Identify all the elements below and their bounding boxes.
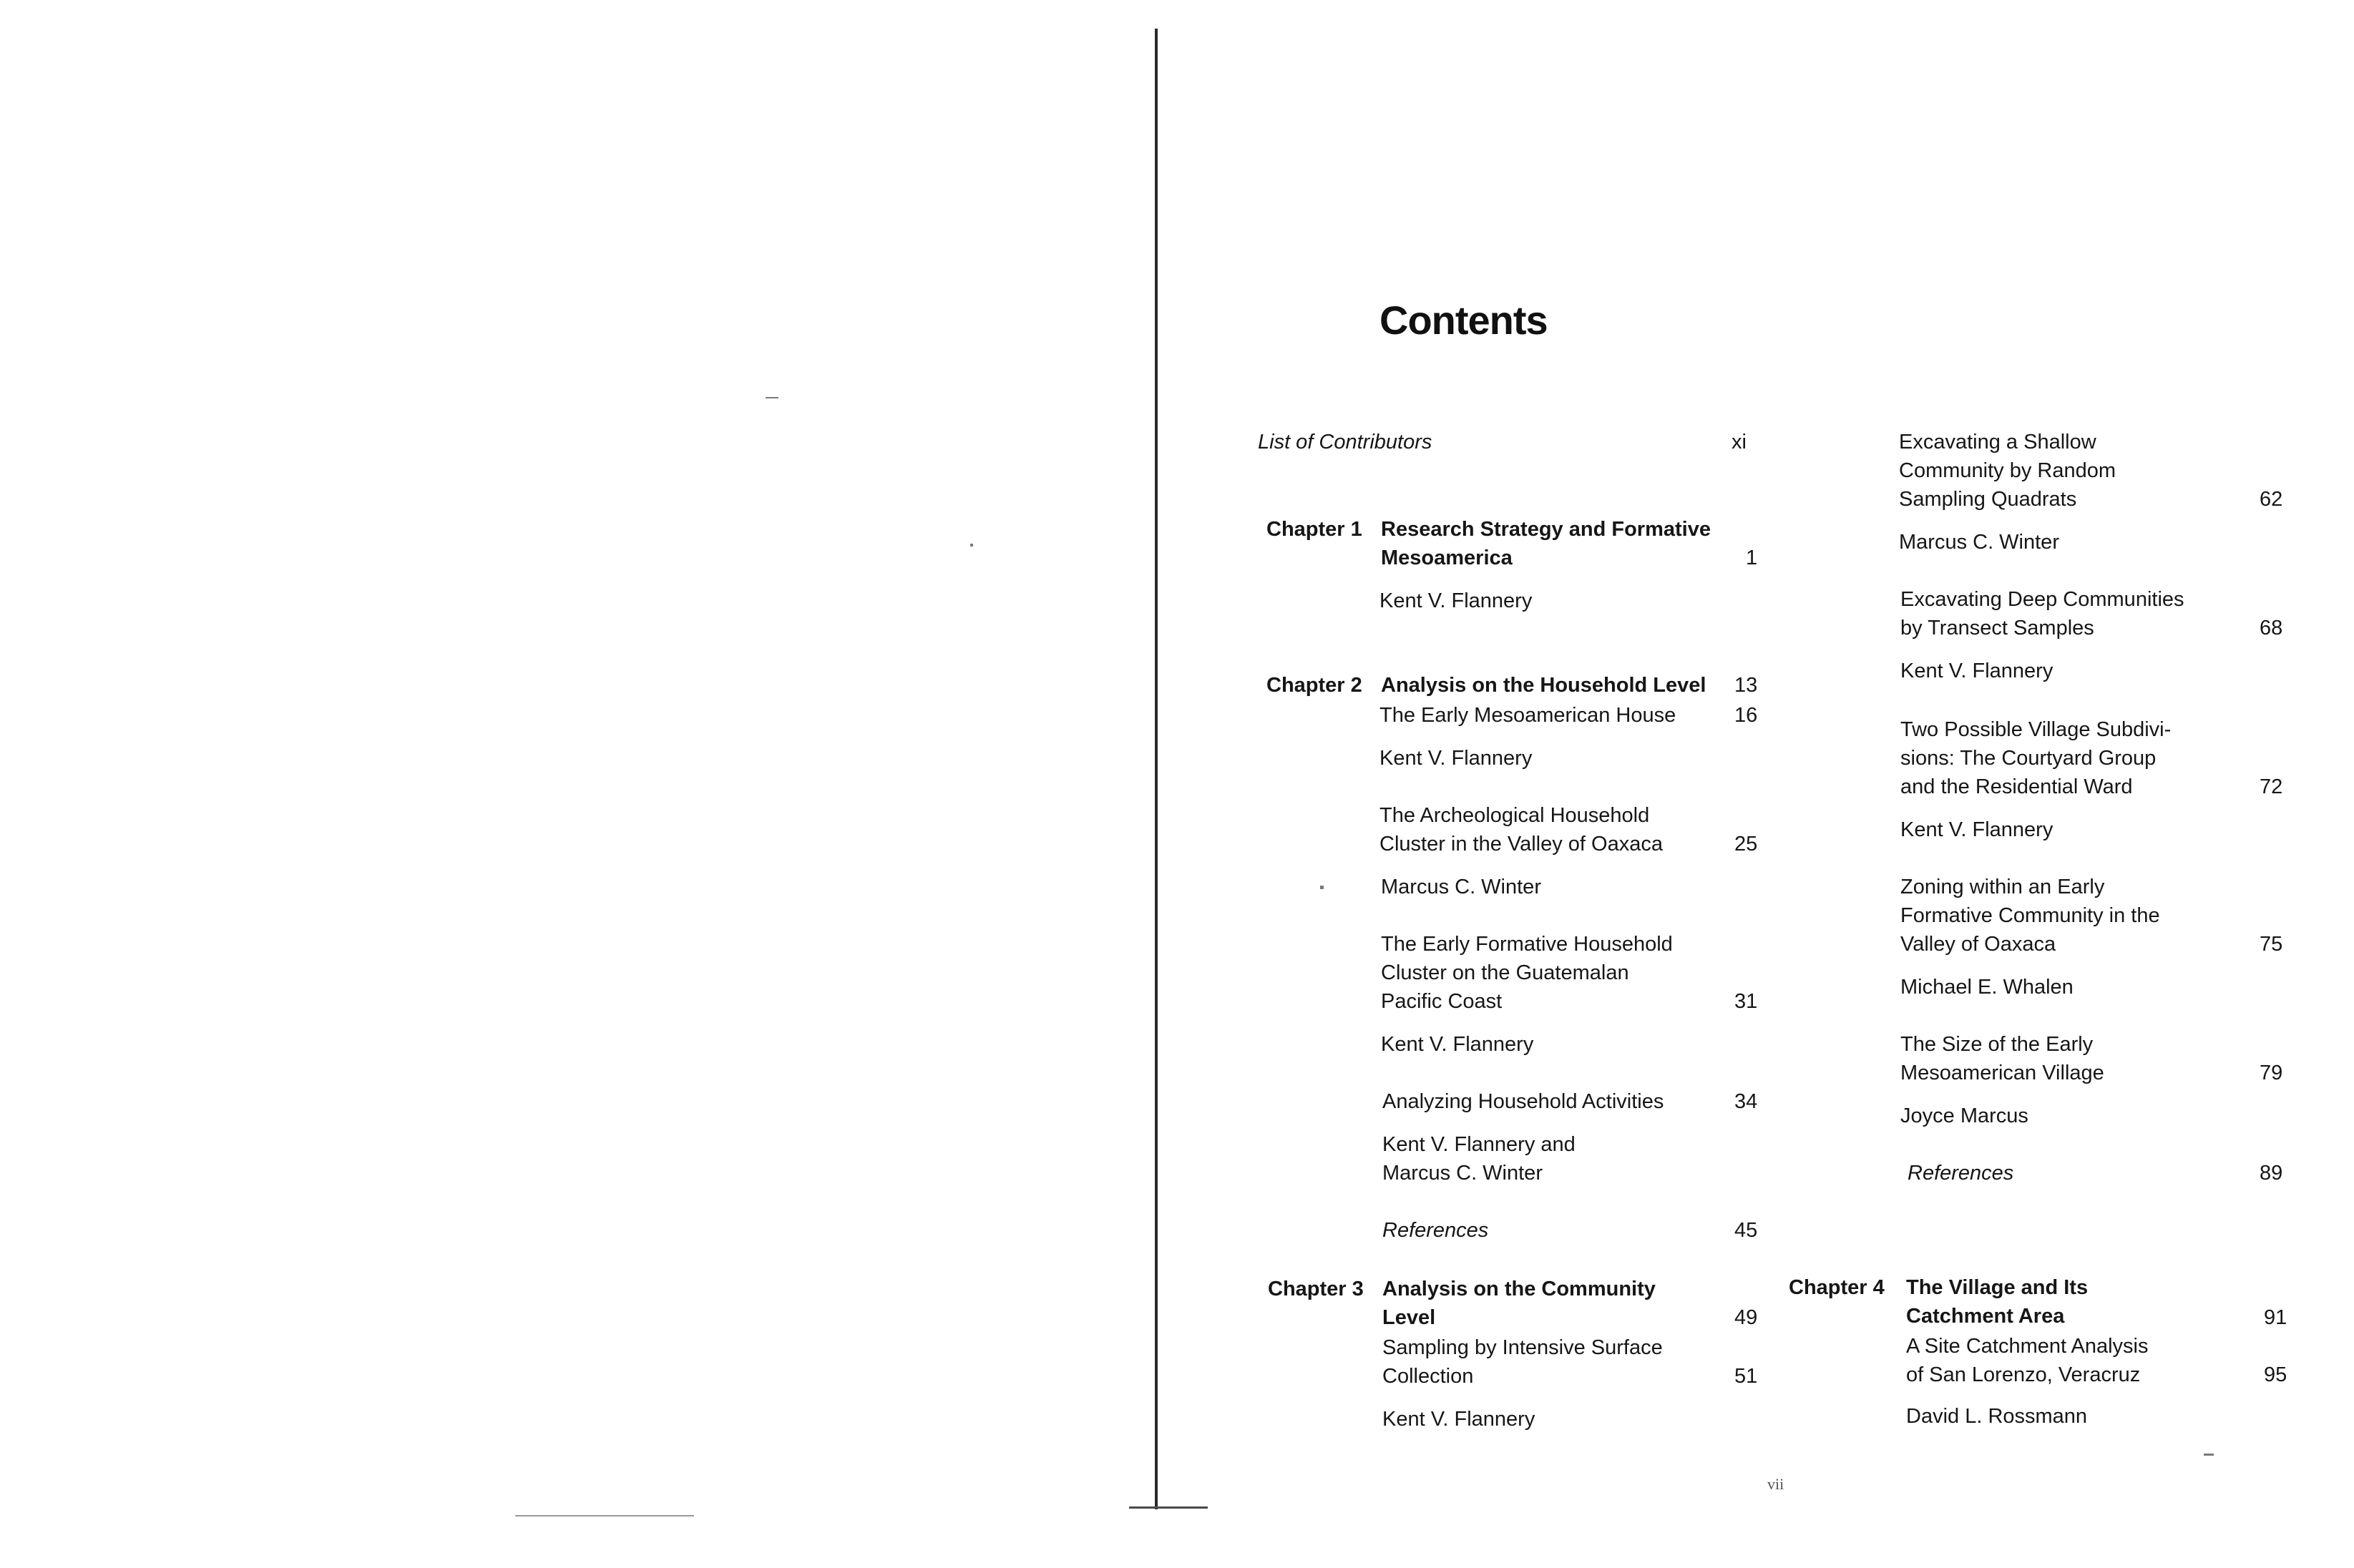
section-author: Marcus C. Winter (1382, 1162, 1543, 1185)
section-author: David L. Rossmann (1906, 1405, 2088, 1428)
section-title-line: The Archeological Household (1379, 804, 1650, 827)
section-page: 16 (1734, 704, 1758, 727)
list-of-contributors-label: List of Contributors (1258, 431, 1432, 454)
list-of-contributors-page: xi (1732, 431, 1747, 454)
section-title-line: Analyzing Household Activities (1382, 1090, 1664, 1113)
section-author: Kent V. Flannery (1379, 747, 1533, 770)
section-title-line: Sampling Quadrats (1899, 488, 2077, 511)
section-title-line: Collection (1382, 1365, 1474, 1388)
chapter-2-references-label: References (1382, 1219, 1489, 1242)
chapter-2-label: Chapter 2 (1266, 674, 1362, 697)
section-title-line: Pacific Coast (1381, 990, 1503, 1013)
section-title-line: sions: The Courtyard Group (1900, 747, 2157, 770)
chapter-3-references-label: References (1908, 1162, 2014, 1185)
section-title-line: Formative Community in the (1900, 904, 2160, 927)
section-title-line: Community by Random (1899, 459, 2116, 482)
section-author: Marcus C. Winter (1899, 531, 2059, 554)
chapter-4-page: 91 (2264, 1306, 2287, 1329)
section-title-line: The Early Mesoamerican House (1379, 704, 1676, 727)
section-author: Kent V. Flannery and (1382, 1133, 1576, 1156)
scan-speck (2204, 1454, 2214, 1456)
chapter-3-title-line: Analysis on the Community (1382, 1278, 1656, 1300)
book-spine-foot (1129, 1506, 1208, 1509)
section-page: 31 (1734, 990, 1758, 1013)
section-title-line: A Site Catchment Analysis (1906, 1335, 2149, 1358)
section-page: 68 (2260, 617, 2283, 640)
section-title-line: Cluster in the Valley of Oaxaca (1379, 833, 1663, 856)
scan-speck (1320, 886, 1324, 889)
section-page: 72 (2260, 775, 2283, 798)
section-title-line: The Size of the Early (1900, 1033, 2094, 1056)
page-title: Contents (1379, 298, 1548, 343)
chapter-1-title-line: Research Strategy and Formative (1381, 518, 1711, 541)
chapter-2-title-line: Analysis on the Household Level (1381, 674, 1706, 697)
chapter-3-references-page: 89 (2260, 1162, 2283, 1185)
chapter-1-label: Chapter 1 (1266, 518, 1362, 541)
chapter-4-label: Chapter 4 (1789, 1276, 1885, 1299)
chapter-4-title-line: Catchment Area (1906, 1305, 2065, 1328)
section-title-line: Cluster on the Guatemalan (1381, 961, 1629, 984)
section-author: Joyce Marcus (1900, 1104, 2028, 1127)
section-title-line: Valley of Oaxaca (1900, 933, 2056, 956)
book-spine-line (1155, 29, 1158, 1509)
scan-speck (766, 397, 778, 398)
section-page: 62 (2260, 488, 2283, 511)
section-title-line: Excavating a Shallow (1899, 431, 2096, 454)
section-author: Kent V. Flannery (1900, 818, 2053, 841)
section-page: 34 (1734, 1090, 1758, 1113)
chapter-3-label: Chapter 3 (1268, 1278, 1364, 1300)
section-title-line: by Transect Samples (1900, 617, 2094, 640)
section-author: Kent V. Flannery (1381, 1033, 1534, 1056)
section-author: Marcus C. Winter (1381, 876, 1541, 898)
chapter-3-title-line: Level (1382, 1306, 1436, 1329)
scan-speck (970, 544, 973, 547)
chapter-1-title-line: Mesoamerica (1381, 547, 1513, 569)
section-title-line: of San Lorenzo, Veracruz (1906, 1363, 2141, 1386)
scan-smudge (515, 1515, 694, 1516)
chapter-1-page: 1 (1746, 547, 1758, 569)
section-title-line: Excavating Deep Communities (1900, 588, 2184, 611)
page-folio: vii (1767, 1475, 1784, 1493)
section-title-line: The Early Formative Household (1381, 933, 1673, 956)
section-title-line: and the Residential Ward (1900, 775, 2133, 798)
chapter-3-page: 49 (1734, 1306, 1758, 1329)
section-author: Michael E. Whalen (1900, 976, 2074, 999)
chapter-2-page: 13 (1734, 674, 1758, 697)
section-page: 79 (2260, 1062, 2283, 1084)
section-page: 51 (1734, 1365, 1758, 1388)
section-title-line: Zoning within an Early (1900, 876, 2105, 898)
chapter-4-title-line: The Village and Its (1906, 1276, 2089, 1299)
section-title-line: Two Possible Village Subdivi- (1900, 718, 2172, 741)
section-page: 25 (1734, 833, 1758, 856)
chapter-1-author: Kent V. Flannery (1379, 589, 1533, 612)
section-author: Kent V. Flannery (1382, 1408, 1535, 1431)
section-title-line: Sampling by Intensive Surface (1382, 1336, 1663, 1359)
section-page: 75 (2260, 933, 2283, 956)
section-title-line: Mesoamerican Village (1900, 1062, 2104, 1084)
chapter-2-references-page: 45 (1734, 1219, 1758, 1242)
section-author: Kent V. Flannery (1900, 660, 2053, 682)
section-page: 95 (2264, 1363, 2287, 1386)
